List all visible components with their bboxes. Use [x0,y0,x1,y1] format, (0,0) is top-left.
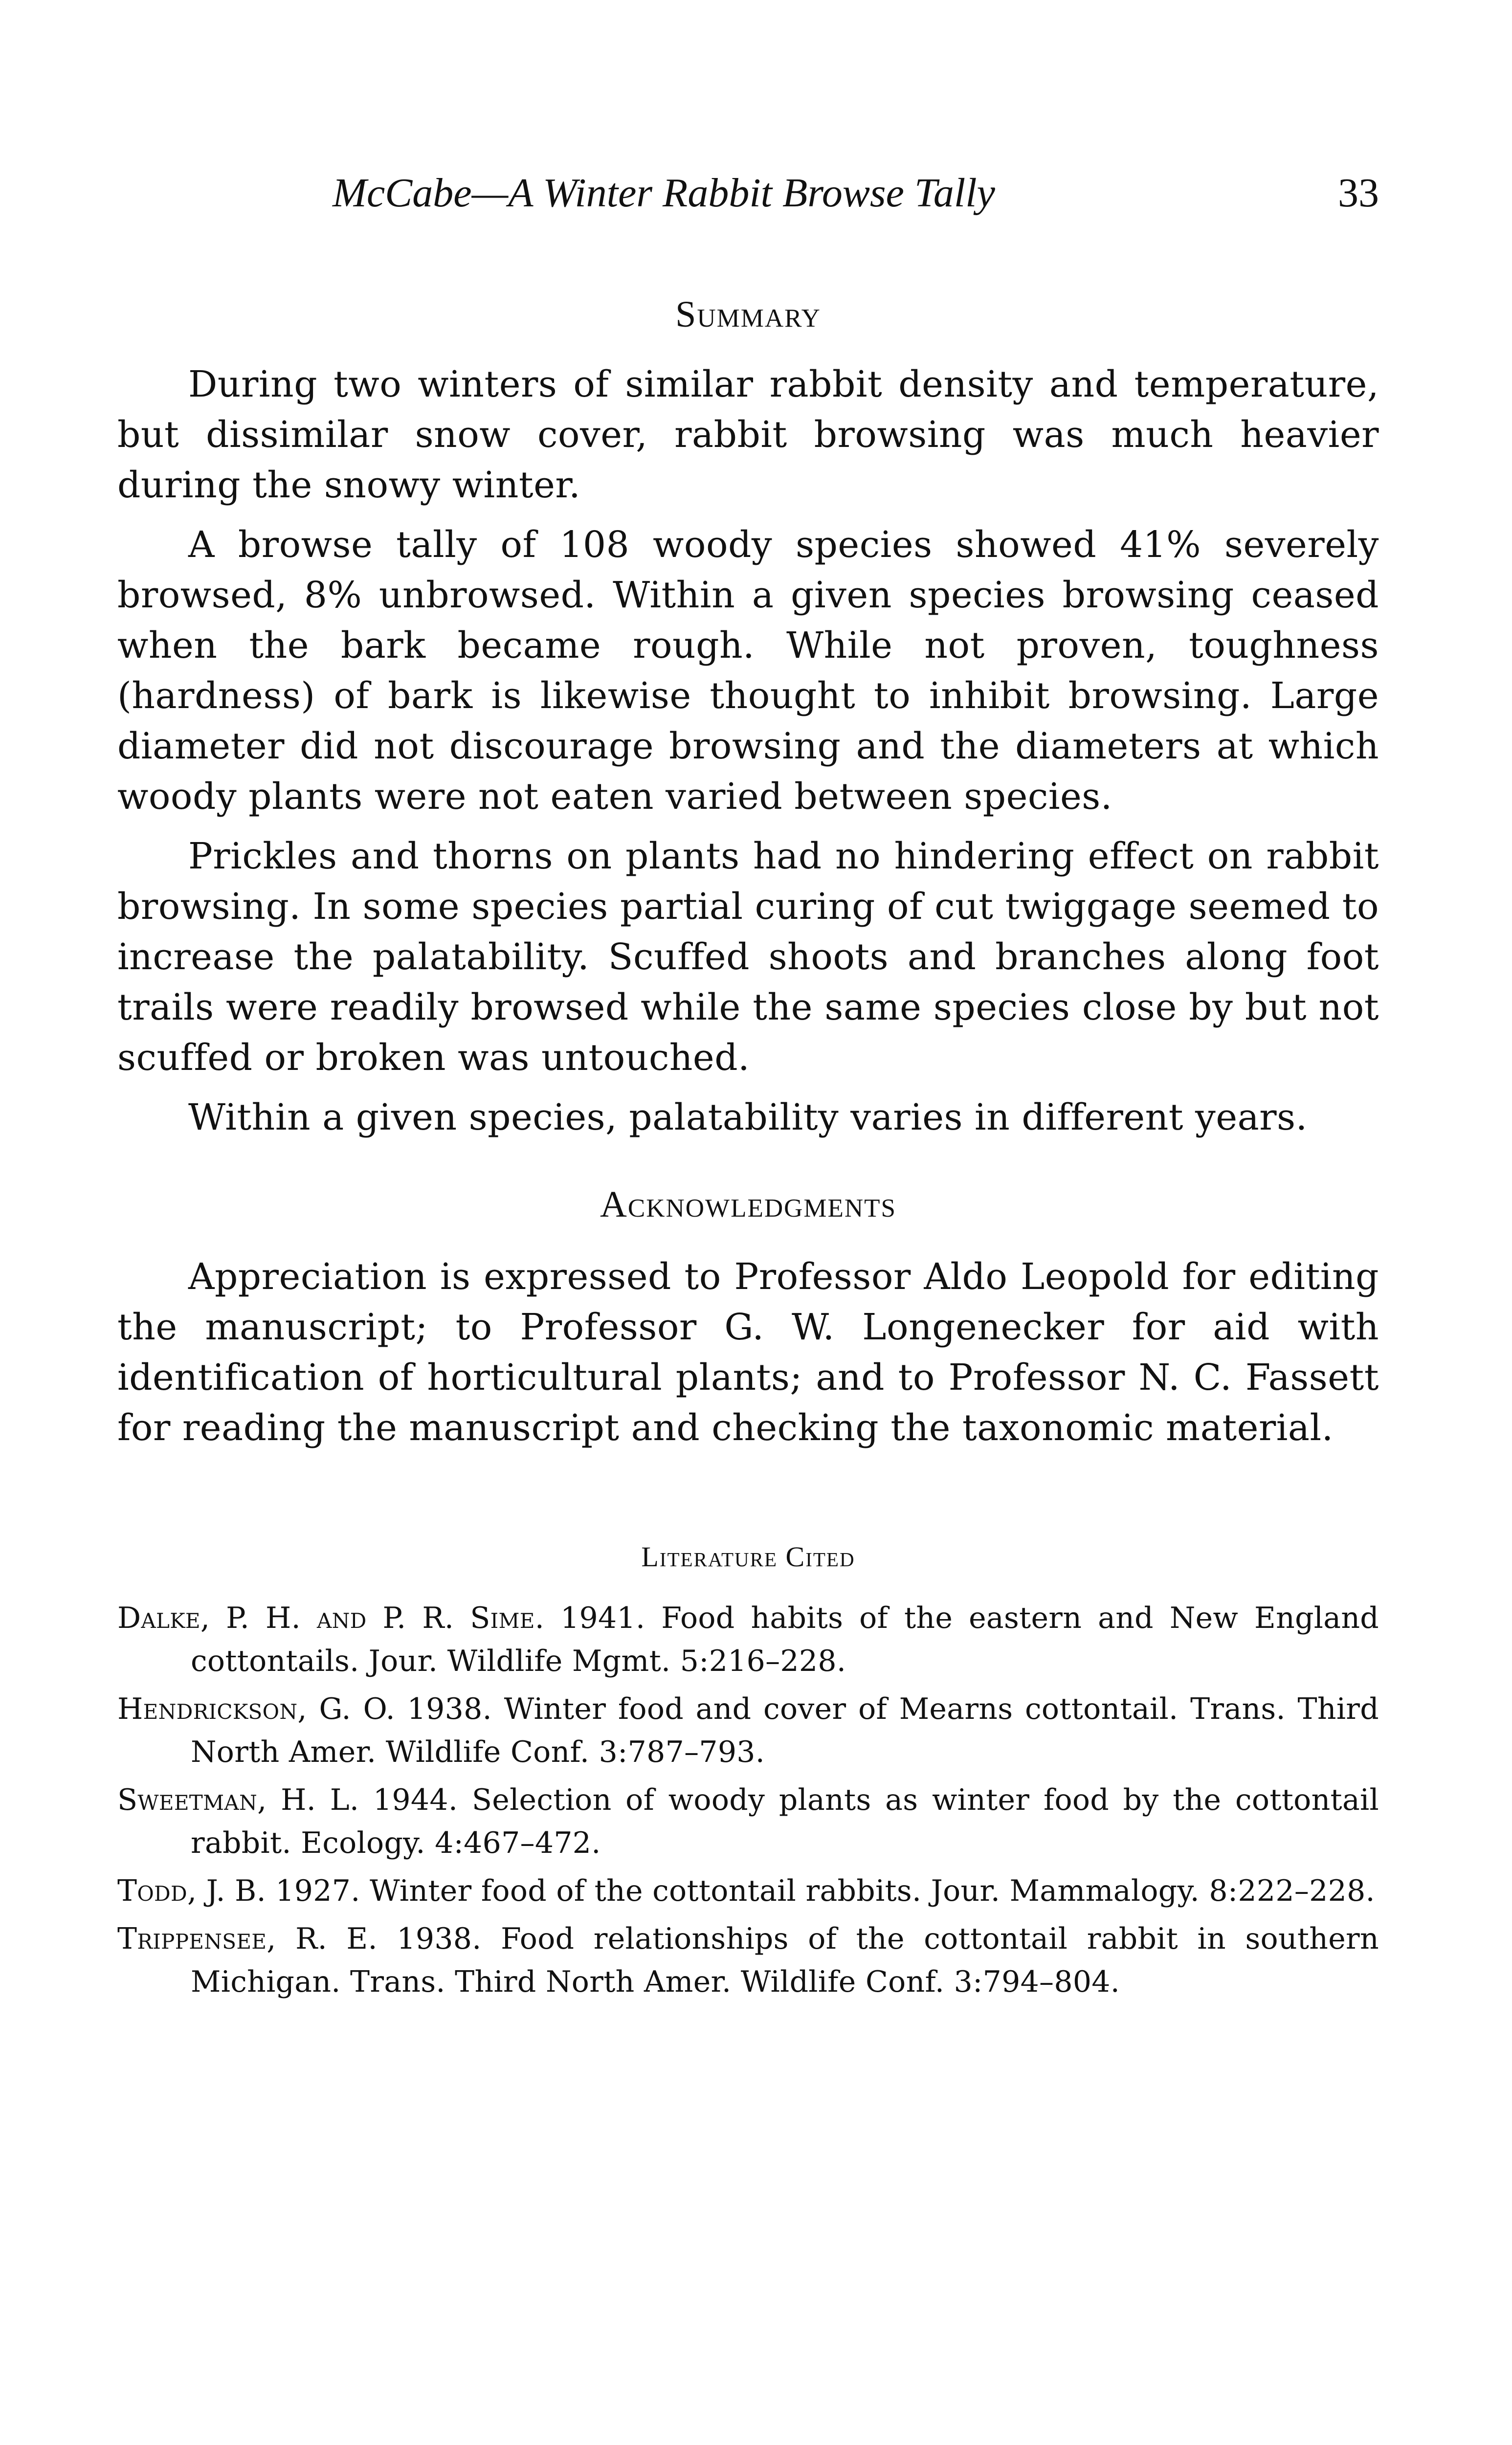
reference-authors: Todd, J. B. [117,1874,266,1908]
reference-authors: Hendrickson, G. O. [117,1692,395,1726]
acknowledgments-paragraph: Appreciation is expressed to Professor Aldo Leopold for editing the manuscript; to Professor G. W. Longenecker for aid with identification of horticultural plants; and to Professor N. C. Fassett for reading the manuscript and checking the taxonomic material. [117,1256,1379,1449]
reference-details: 1927. Winter food of the cottontail rabbits. Jour. Mammalogy. 8:222–228. [275,1874,1375,1908]
acknowledgments-section [117,1252,1379,1463]
summary-paragraph: During two winters of similar rabbit density and temperature, but dissimilar snow cover, rabbit browsing was much heavier during the snowy winter. [117,363,1379,506]
summary-section [117,359,1379,1152]
summary-paragraph: Prickles and thorns on plants had no hindering effect on rabbit browsing. In some species partial curing of cut twiggage seemed to increase the palatability. Scuffed shoots and branches along foot trails were readily browsed while the same species close by but not scuffed or broken was untouched. [117,835,1379,1079]
references-list [117,1597,1379,2008]
summary-heading: Summary [675,294,821,335]
reference-authors: Dalke, P. H. and P. R. Sime. [117,1601,545,1635]
reference-item [117,1688,1379,1774]
reference-authors: Trippensee, R. E. [117,1922,378,1956]
running-title: McCabe—A Winter Rabbit Browse Tally [333,170,995,216]
reference-item [117,1778,1379,1865]
reference-details: 1941. Food habits of the eastern and New England cottontails. Jour. Wildlife Mgmt. 5:216–228. [191,1601,1379,1678]
reference-item [117,1917,1379,2003]
page-number: 33 [1338,170,1379,216]
reference-details: 1944. Selection of woody plants as winter food by the cottontail rabbit. Ecology. 4:467–472. [191,1783,1379,1860]
acknowledgments-heading: Acknowledgments [600,1184,896,1225]
reference-item [117,1869,1379,1912]
reference-item [117,1597,1379,1683]
reference-details: 1938. Winter food and cover of Mearns cottontail. Trans. Third North Amer. Wildlife Conf. 3:787–793. [191,1692,1379,1769]
reference-details: 1938. Food relationships of the cottontail rabbit in southern Michigan. Trans. Third North Amer. Wildlife Conf. 3:794–804. [191,1922,1379,1999]
reference-authors: Sweetman, H. L. [117,1783,359,1817]
running-header [117,166,1379,220]
summary-paragraph: Within a given species, palatability varies in different years. [188,1096,1308,1138]
literature-cited-heading: Literature Cited [641,1541,855,1573]
summary-paragraph: A browse tally of 108 woody species showed 41% severely browsed, 8% unbrowsed. Within a given species browsing ceased when the bark became rough. While not proven, toughness (hardness) of bark is likewise thought to inhibit browsing. Large diameter did not discourage browsing and the diameters at which woody plants were not eaten varied between species. [117,524,1379,818]
